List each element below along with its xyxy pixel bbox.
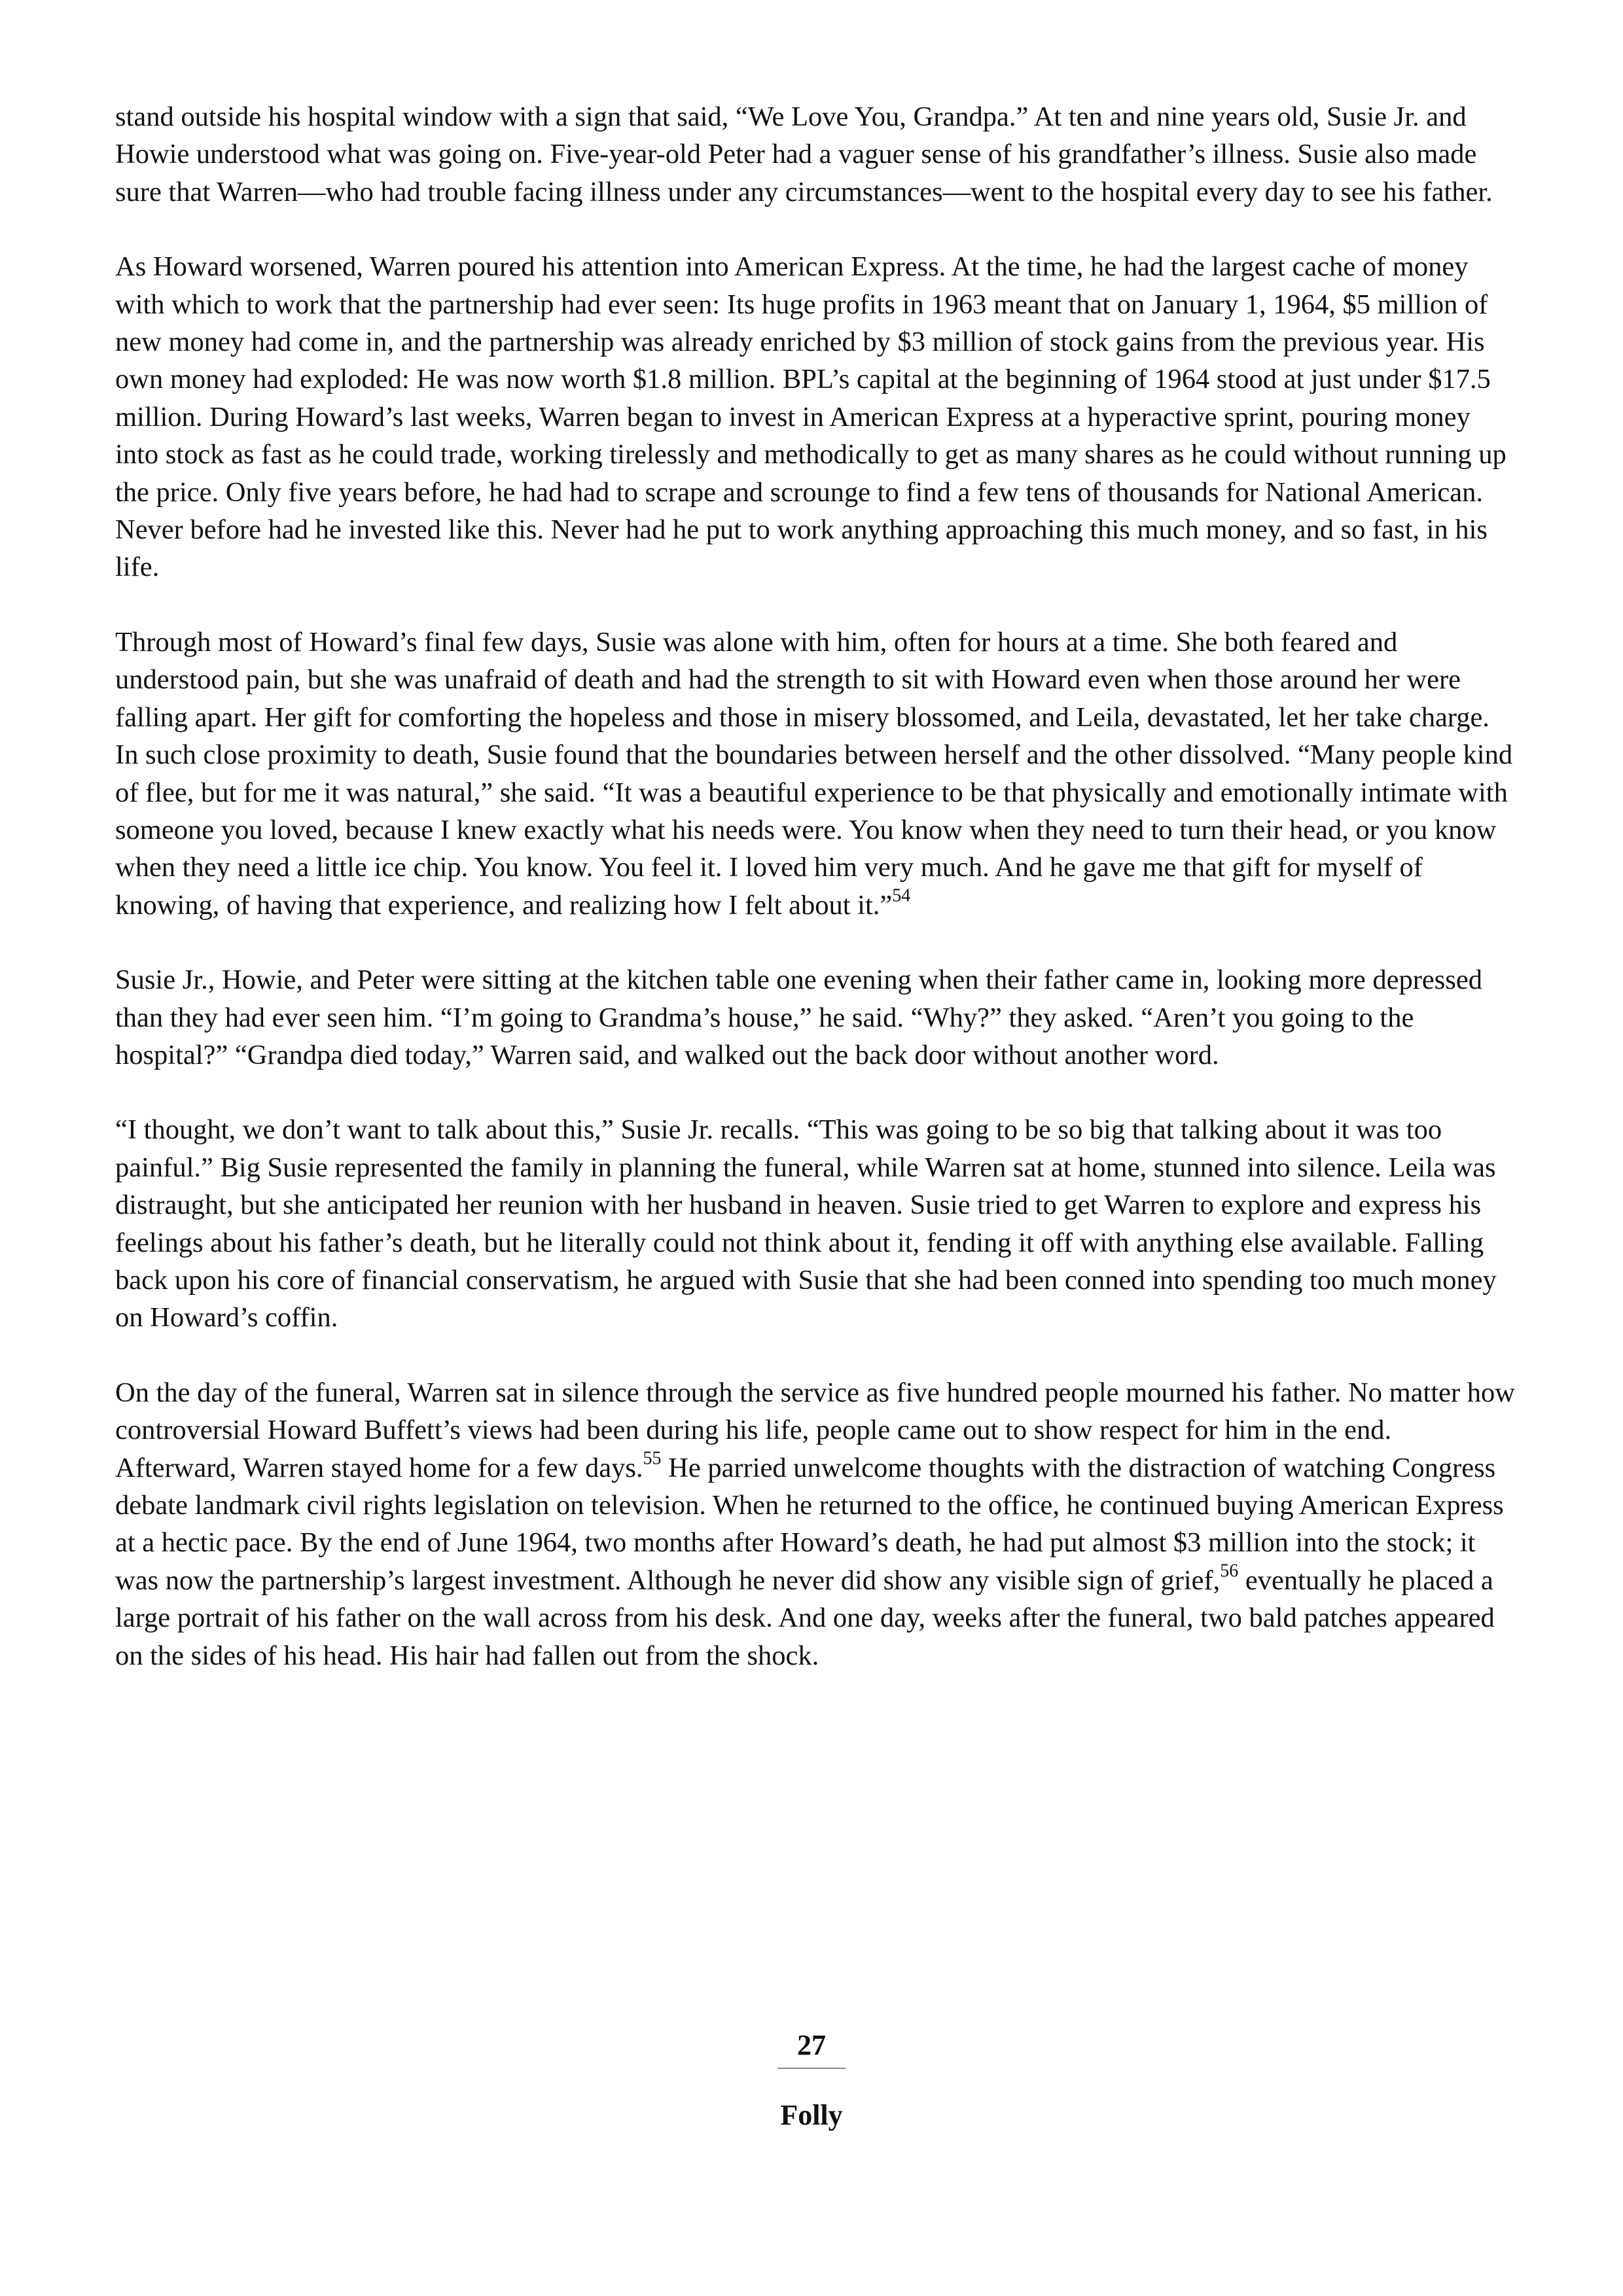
paragraph-text: Through most of Howard’s final few days, Susie was alone with him, often for hours at a time. She both feared and understood pain, but she was unafraid of death and had the strength to sit with Howard even when those around her were falling apart. Her gift for comforting the hopeless and those in misery blossomed, and Leila, devastated, let her take charge. In such close proximity to death, Susie found that the boundaries between herself and the other dissolved. “Many people kind of flee, but for me it was natural,” she said. “It was a beautiful experience to be that physically and emotionally intimate with someone you loved, because I knew exactly what his needs were. You know when they need to turn their head, or you know when they need a little ice chip. You know. You feel it. I loved him very much. And he gave me that gift for myself of knowing, of having that experience, and realizing how I felt about it.” [115,626,1513,921]
paragraph-text: “I thought, we don’t want to talk about this,” Susie Jr. recalls. “This was going to be so big that talking about it was too painful.” Big Susie represented the family in planning the funeral, while Warren sat at home, stunned into silence. Leila was distraught, but she anticipated her reunion with her husband in heaven. Susie tried to get Warren to explore and express his feelings about his father’s death, but he literally could not think about it, fending it off with anything else available. Falling back upon his core of financial conservatism, he argued with Susie that she had been conned into spending too much money on Howard’s coffin. [115,1114,1497,1333]
paragraph-text: As Howard worsened, Warren poured his attention into American Express. At the time, he had the largest cache of money with which to work that the partnership had ever seen: Its huge profits in 1963 meant that on January 1, 1964, $5 million of new money had come in, and the partnership was already enriched by $3 million of stock gains from the previous year. His own money had exploded: He was now worth $1.8 million. BPL’s capital at the beginning of 1964 stood at just under $17.5 million. During Howard’s last weeks, Warren began to invest in American Express at a hyperactive sprint, pouring money into stock as fast as he could trade, working tirelessly and methodically to get as many shares as he could without running up the price. Only five years before, he had had to scrape and scrounge to find a few tens of thousands for National American. Never before had he invested like this. Never had he put to work anything approaching this much money, and so fast, in his life. [115,251,1507,583]
chapter-title: Folly [780,2099,843,2131]
paragraph-text: stand outside his hospital window with a sign that said, “We Love You, Grandpa.” At ten and nine years old, Susie Jr. and Howie understood what was going on. Five-year-old Peter had a vaguer sense of his grandfather’s illness. Susie also made sure that Warren—who had trouble facing illness under any circumstances—went to the hospital every day to see his father. [115,101,1493,207]
paragraph-text: He parried unwelcome thoughts with the distraction of watching Congress debate landmark civil rights legislation on television. When he returned to the office, he continued buying American Express at a hectic pace. By the end of June 1964, two months after Howard’s death, he had put almost $3 million into the stock; it was now the partnership’s largest investment. Although he never did show any visible sign of grief, [115,1452,1504,1596]
paragraph-hospital-visits [115,98,1516,211]
paragraph-text: eventually he placed a large portrait of his father on the wall across from his desk. And one day, weeks after the funeral, two bald patches appeared on the sides of his head. His hair had fallen out from the shock. [115,1564,1495,1671]
footnote-marker: 55 [643,1448,662,1468]
paragraph-american-express [115,248,1516,586]
paragraph-funeral-planning [115,1111,1516,1336]
chapter-number: 27 [797,2029,826,2061]
paragraph-text: On the day of the funeral, Warren sat in silence through the service as five hundred people mourned his father. No matter how controversial Howard Buffett’s views had been during his life, people came out to show respect for him in the end. Afterward, Warren stayed home for a few days. [115,1377,1515,1483]
body-text [115,98,1516,1712]
footnote-marker: 56 [1220,1561,1239,1581]
paragraph-kitchen-table [115,961,1516,1074]
footnote-marker: 54 [892,885,911,906]
paragraph-final-days [115,624,1516,924]
paragraph-funeral-day [115,1374,1516,1674]
paragraph-text: Susie Jr., Howie, and Peter were sitting at the kitchen table one evening when their father came in, looking more depressed than they had ever seen him. “I’m going to Grandma’s house,” he said. “Why?” they asked. “Aren’t you going to the hospital?” “Grandpa died today,” Warren said, and walked out the back door without another word. [115,964,1482,1070]
chapter-divider [777,2068,846,2069]
